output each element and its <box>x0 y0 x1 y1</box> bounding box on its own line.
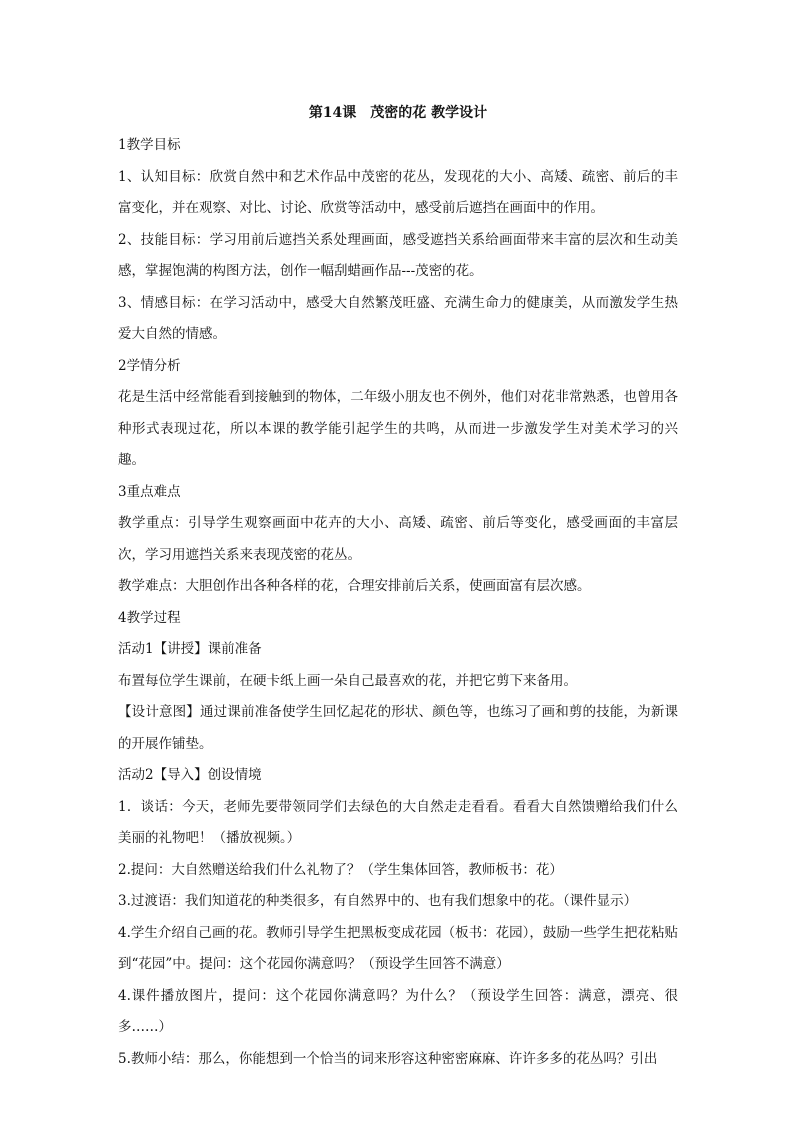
step-summary: 5.教师小结：那么，你能想到一个恰当的词来形容这种密密麻麻、许许多多的花丛吗？引出 <box>118 1050 658 1067</box>
activity-2-heading: 活动2【导入】创设情境 <box>118 767 262 783</box>
section-heading-key-points: 3重点难点 <box>118 483 181 500</box>
analysis-paragraph: 花是生活中经常能看到接触到的物体，二年级小朋友也不例外，他们对花非常熟悉，也曾用各种形式表现过花，所以本课的教学能引起学生的共鸣，从而进一步激发学生对美术学习的兴趣。 <box>118 389 678 468</box>
step-talk: 1．谈话：今天，老师先要带领同学们去绿色的大自然走走看看。看看大自然馈赠给我们什么美丽的礼物吧！（播放视频。） <box>118 798 678 846</box>
step-introduce-flowers: 4.学生介绍自己画的花。教师引导学生把黑板变成花园（板书：花园），鼓励一些学生把花粘贴到“花园”中。提问：这个花园你满意吗？（预设学生回答不满意） <box>118 924 678 972</box>
step-show-images: 4.课件播放图片，提问：这个花园你满意吗？为什么？（预设学生回答：满意，漂亮、很多……） <box>118 987 678 1035</box>
step-transition: 3.过渡语：我们知道花的种类很多，有自然界中的、也有我们想象中的花。（课件显示） <box>118 893 638 909</box>
key-point-difficulty: 教学难点：大胆创作出各种各样的花，合理安排前后关系，使画面富有层次感。 <box>118 578 591 594</box>
step-question: 2.提问：大自然赠送给我们什么礼物了？（学生集体回答，教师板书：花） <box>118 861 563 878</box>
section-heading-analysis: 2学情分析 <box>118 357 181 374</box>
objective-skill: 2、技能目标：学习用前后遮挡关系处理画面，感受遮挡关系给画面带来丰富的层次和生动美感，掌握饱满的构图方法，创作一幅刮蜡画作品---茂密的花。 <box>118 231 678 279</box>
lesson-plan-page <box>118 100 678 1075</box>
design-intent-1: 【设计意图】通过课前准备使学生回忆起花的形状、颜色等，也练习了画和剪的技能，为新课的开展作铺垫。 <box>118 704 678 752</box>
document-title: 第14课 茂密的花 教学设计 <box>308 105 488 121</box>
objective-cognitive: 1、认知目标：欣赏自然中和艺术作品中茂密的花丛，发现花的大小、高矮、疏密、前后的丰富变化，并在观察、对比、讨论、欣赏等活动中，感受前后遮挡在画面中的作用。 <box>118 168 678 216</box>
key-point-focus: 教学重点：引导学生观察画面中花卉的大小、高矮、疏密、前后等变化，感受画面的丰富层次，学习用遮挡关系来表现茂密的花丛。 <box>118 515 678 563</box>
section-heading-objectives: 1教学目标 <box>118 137 181 153</box>
objective-emotion: 3、情感目标：在学习活动中，感受大自然繁茂旺盛、充满生命力的健康美，从而激发学生热爱大自然的情感。 <box>118 294 678 342</box>
activity-1-text: 布置每位学生课前，在硬卡纸上画一朵自己最喜欢的花，并把它剪下来备用。 <box>118 672 577 689</box>
section-heading-process: 4教学过程 <box>118 609 181 626</box>
activity-1-heading: 活动1【讲授】课前准备 <box>118 641 262 657</box>
